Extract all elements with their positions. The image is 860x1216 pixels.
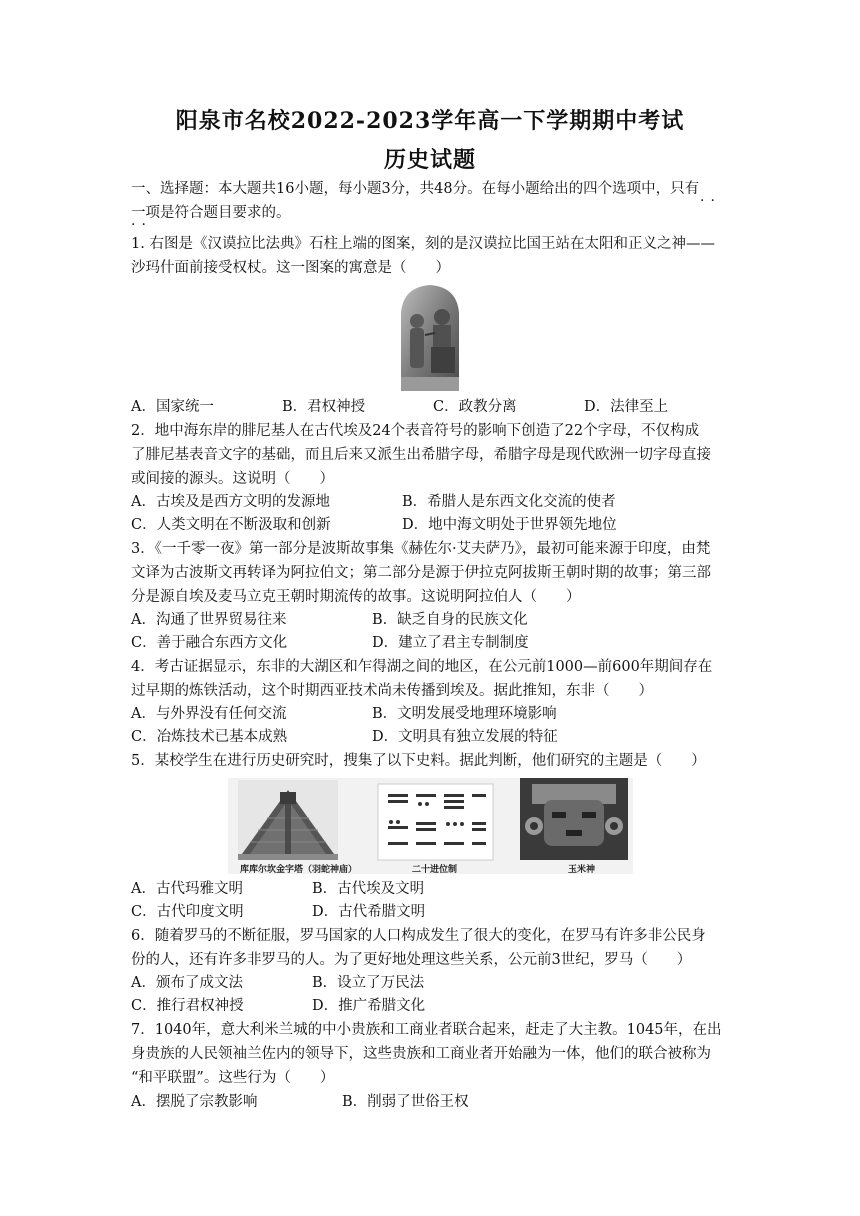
q5-option-c: C．古代印度文明	[131, 904, 244, 920]
q3-option-a: A．沟通了世界贸易往来	[131, 612, 287, 628]
q3-stem-line: 3．《一千零一夜》第一部分是波斯故事集《赫佐尔·艾夫萨乃》，最初可能来源于印度，由梵	[131, 541, 711, 557]
q6-stem-line: 6．随着罗马的不断征服，罗马国家的人口构成发生了很大的变化，在罗马有许多非公民身	[131, 928, 706, 944]
q3-stem-line: 文译为古波斯文再转译为阿拉伯文；第二部分是源于伊拉克阿拔斯王朝时期的故事；第三部	[131, 565, 711, 581]
q3-stem-line: 分是源自埃及麦马立克王朝时期流传的故事。这说明阿拉伯人（ ）	[131, 589, 581, 605]
q2-option-c: C．人类文明在不断汲取和创新	[131, 517, 331, 533]
q1-stem-line: 沙玛什面前接受权杖。这一图案的寓意是（ ）	[131, 260, 450, 276]
q7-option-b: B．削弱了世俗王权	[342, 1094, 469, 1110]
q5-option-a: A．古代玛雅文明	[131, 881, 243, 897]
q4-stem-line: 过早期的炼铁活动，这个时期西亚技术尚未传播到埃及。据此推知，东非（ ）	[131, 683, 653, 699]
q1-option-b: B．君权神授	[282, 399, 366, 415]
q2-option-a: A．古埃及是西方文明的发源地	[131, 494, 330, 510]
emphasis-dots: ··	[700, 193, 721, 209]
q2-stem-line: 2．地中海东岸的腓尼基人在古代埃及24个表音符号的影响下创造了22个字母，不仅构成	[131, 423, 700, 439]
q4-option-d: D．文明具有独立发展的特征	[372, 729, 558, 745]
q5-caption-numerals: 二十进位制	[412, 865, 458, 875]
q2-option-b: B．希腊人是东西文化交流的使者	[402, 494, 616, 510]
q1-option-c: C．政教分离	[433, 399, 517, 415]
q2-option-d: D．地中海文明处于世界领先地位	[402, 517, 617, 533]
q2-stem-line: 或间接的源头。这说明（ ）	[131, 471, 334, 487]
q3-option-c: C．善于融合东西方文化	[131, 635, 288, 651]
kukulcan-pyramid-image	[238, 780, 338, 860]
q5-caption-pyramid: 库库尔坎金字塔（羽蛇神庙）	[240, 865, 358, 875]
exam-title: 阳泉市名校2022-2023学年高一下学期期中考试	[175, 108, 685, 134]
emphasis-dots: ··	[131, 217, 152, 233]
q4-stem-line: 4．考古证据显示，东非的大湖区和乍得湖之间的地区，在公元前1000—前600年期间存在	[131, 659, 713, 675]
q3-option-b: B．缺乏自身的民族文化	[372, 612, 528, 628]
maize-god-image	[520, 778, 628, 860]
q5-caption-maize-god: 玉米神	[568, 865, 596, 875]
q6-option-a: A．颁布了成文法	[131, 975, 243, 991]
q1-option-d: D．法律至上	[584, 399, 669, 415]
q2-stem-line: 了腓尼基表音文字的基础，而且后来又派生出希腊字母，希腊字母是现代欧洲一切字母直接	[131, 447, 711, 463]
q5-source-images	[228, 778, 633, 874]
q7-stem-line: 7．1040年，意大利米兰城的中小贵族和工商业者联合起来，赶走了大主教。1045年，在出	[131, 1022, 722, 1038]
q6-option-b: B．设立了万民法	[312, 975, 425, 991]
q7-option-a: A．摆脱了宗教影响	[131, 1094, 258, 1110]
q6-option-d: D．推广希腊文化	[312, 998, 426, 1014]
q5-option-d: D．古代希腊文明	[312, 904, 426, 920]
q3-option-d: D．建立了君主专制制度	[372, 635, 529, 651]
vigesimal-numerals-image	[378, 784, 493, 860]
hammurabi-stele-image	[395, 283, 465, 393]
q6-option-c: C．推行君权神授	[131, 998, 244, 1014]
q5-stem-line: 5．某校学生在进行历史研究时，搜集了以下史料。据此判断，他们研究的主题是（ ）	[131, 753, 706, 769]
exam-subtitle: 历史试题	[383, 147, 476, 173]
q4-option-c: C．冶炼技术已基本成熟	[131, 729, 288, 745]
q1-stem-line: 1. 右图是《汉谟拉比法典》石柱上端的图案，刻的是汉谟拉比国王站在太阳和正义之神——	[131, 236, 715, 252]
q7-stem-line: “和平联盟”。这些行为（ ）	[131, 1070, 335, 1086]
q5-option-b: B．古代埃及文明	[312, 881, 425, 897]
q7-stem-line: 身贵族的人民领袖兰佐内的领导下，这些贵族和工商业者开始融为一体，他们的联合被称为	[131, 1046, 711, 1062]
q1-option-a: A．国家统一	[131, 399, 214, 415]
q4-option-b: B．文明发展受地理环境影响	[372, 706, 557, 722]
section-instruction-line-2: 一项是符合题目要求的。	[131, 205, 291, 221]
section-instruction-line-1: 一、选择题：本大题共16小题，每小题3分，共48分。在每小题给出的四个选项中，只有	[131, 181, 700, 197]
q6-stem-line: 份的人，还有许多非罗马的人。为了更好地处理这些关系，公元前3世纪，罗马（ ）	[131, 952, 692, 968]
q4-option-a: A．与外界没有任何交流	[131, 706, 287, 722]
